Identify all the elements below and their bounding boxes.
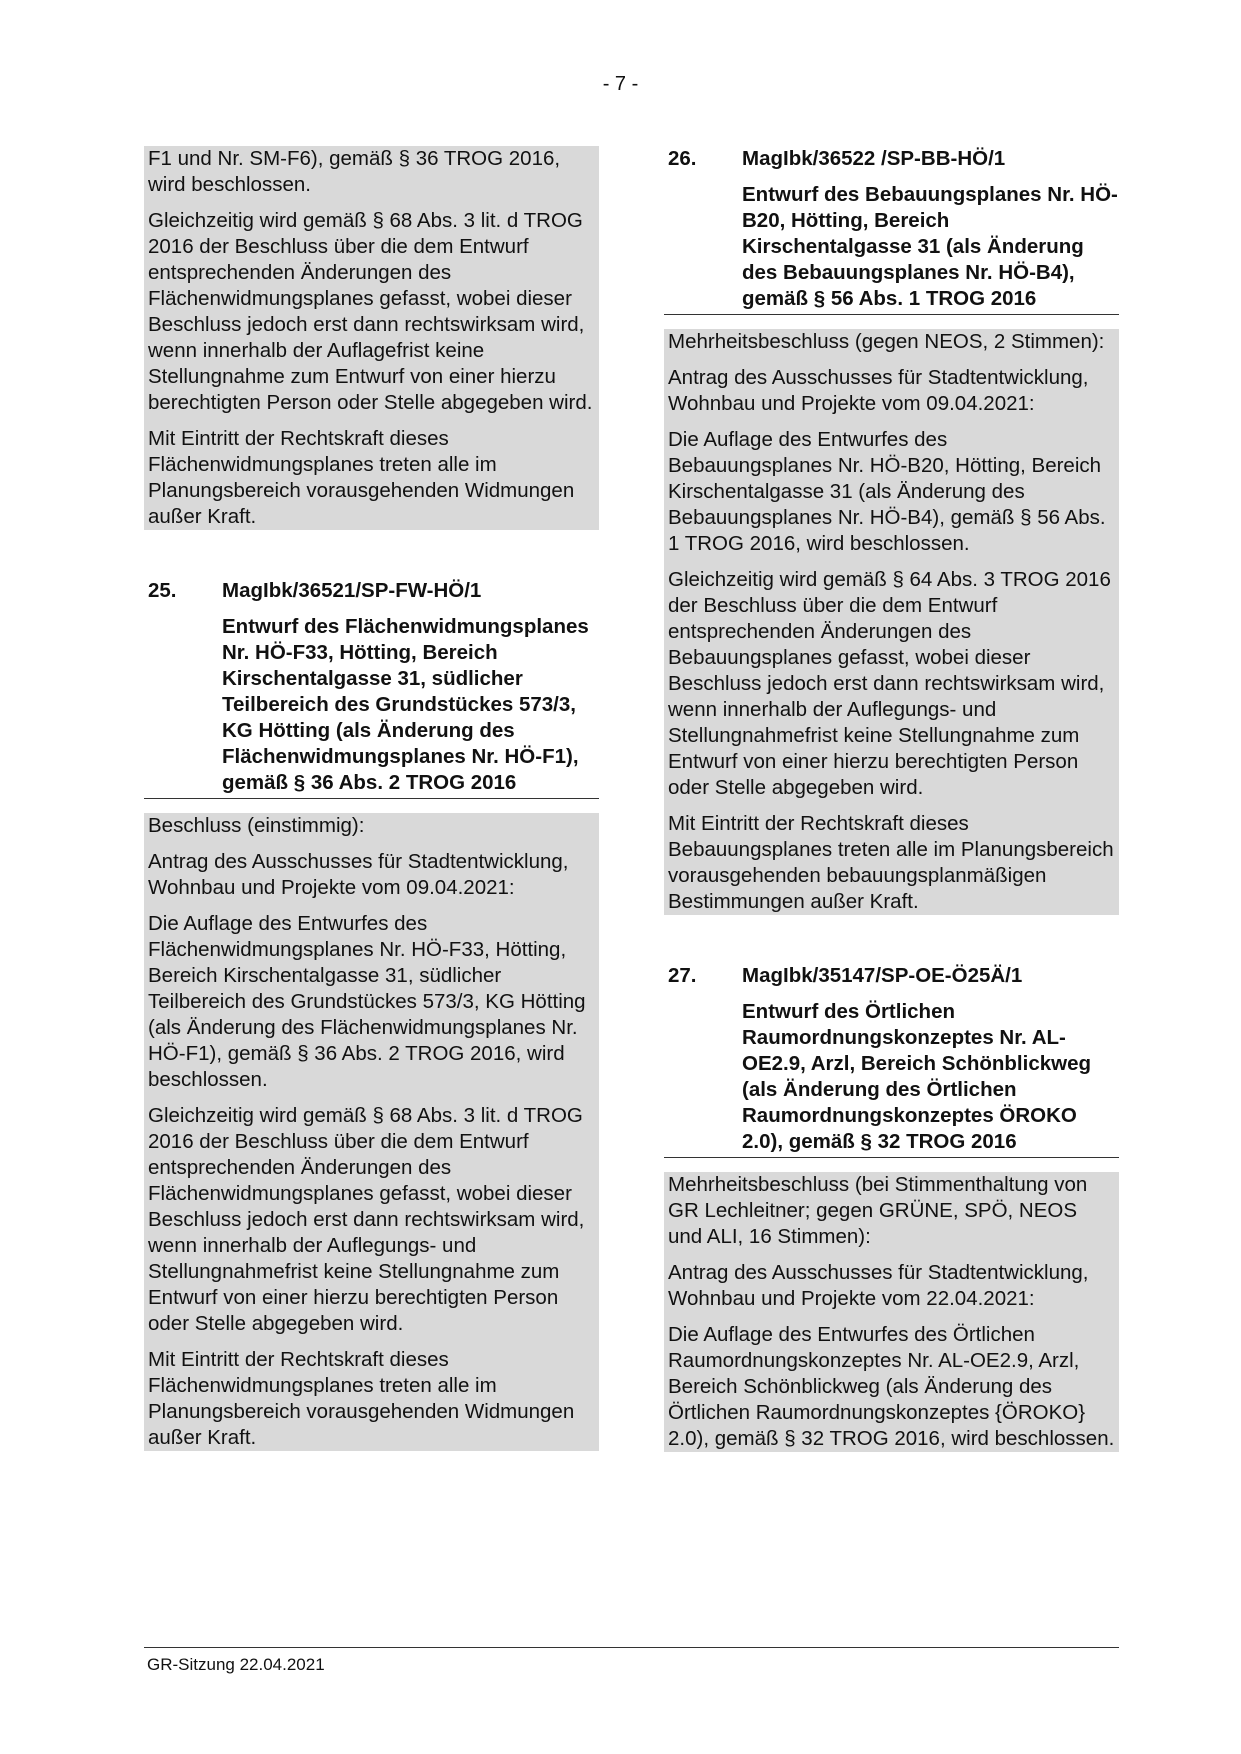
item-heading [144, 578, 599, 604]
left-column [144, 146, 599, 1451]
paragraph: Antrag des Ausschusses für Stadtentwicklung, Wohnbau und Projekte vom 09.04.2021: [148, 850, 569, 899]
divider [664, 314, 1119, 315]
item-title: Entwurf des Flächenwidmungsplanes Nr. HÖ-F33, Hötting, Bereich Kirschentalgasse 31, südlicher Teilbereich des Grundstückes 573/3, KG Hötting (als Änderung des Flächenwidmungsplanes Nr. HÖ-F1), gemäß § 36 Abs. 2 TROG 2016 [222, 615, 589, 794]
continuation-block [144, 146, 599, 530]
resolution-block [664, 1172, 1119, 1452]
resolution-block [144, 813, 599, 1451]
footer-divider [144, 1647, 1119, 1648]
divider [664, 1157, 1119, 1158]
paragraph: Mit Eintritt der Rechtskraft dieses Flächenwidmungsplanes treten alle im Planungsbereich vorausgehenden Widmungen außer Kraft. [148, 1348, 575, 1449]
resolution-block [664, 329, 1119, 915]
paragraph: Mehrheitsbeschluss (gegen NEOS, 2 Stimmen): [668, 330, 1105, 353]
paragraph: Mit Eintritt der Rechtskraft dieses Bebauungsplanes treten alle im Planungsbereich vorausgehenden bebauungsplanmäßigen Bestimmungen außer Kraft. [668, 812, 1114, 913]
right-column [664, 146, 1119, 1452]
paragraph: Gleichzeitig wird gemäß § 68 Abs. 3 lit. d TROG 2016 der Beschluss über die dem Entwurf entsprechenden Änderungen des Flächenwidmungsplanes gefasst, wobei dieser Beschluss jedoch erst dann rechtswirksam wird, wenn innerhalb der Auflagefrist keine Stellungnahme zum Entwurf von einer hierzu berechtigten Person oder Stelle abgegeben wird. [148, 209, 593, 414]
paragraph: Gleichzeitig wird gemäß § 64 Abs. 3 TROG 2016 der Beschluss über die dem Entwurf entsprechenden Änderungen des Bebauungsplanes gefasst, wobei dieser Beschluss jedoch erst dann rechtswirksam wird, wenn innerhalb der Auflegungs- und Stellungnahmefrist keine Stellungnahme zum Entwurf von einer hierzu berechtigten Person oder Stelle abgegeben wird. [668, 568, 1111, 799]
item-heading [664, 963, 1119, 989]
paragraph: Antrag des Ausschusses für Stadtentwicklung, Wohnbau und Projekte vom 09.04.2021: [668, 366, 1089, 415]
item-number: 26. [668, 147, 697, 170]
item-code: MagIbk/35147/SP-OE-Ö25Ä/1 [742, 964, 1023, 987]
agenda-item-27 [664, 963, 1119, 1452]
item-heading [664, 146, 1119, 172]
paragraph: Die Auflage des Entwurfes des Bebauungsplanes Nr. HÖ-B20, Hötting, Bereich Kirschentalgasse 31 (als Änderung des Bebauungsplanes Nr. HÖ-B4), gemäß § 56 Abs. 1 TROG 2016, wird beschlossen. [668, 428, 1106, 555]
item-number: 27. [668, 964, 697, 987]
agenda-item-26 [664, 146, 1119, 915]
footer: GR-Sitzung 22.04.2021 [147, 1655, 325, 1674]
paragraph: Mit Eintritt der Rechtskraft dieses Flächenwidmungsplanes treten alle im Planungsbereich vorausgehenden Widmungen außer Kraft. [148, 427, 575, 528]
item-title: Entwurf des Örtlichen Raumordnungskonzeptes Nr. AL-OE2.9, Arzl, Bereich Schönblickweg (als Änderung des Örtlichen Raumordnungskonzeptes ÖROKO 2.0), gemäß § 32 TROG 2016 [742, 1000, 1091, 1153]
paragraph: Die Auflage des Entwurfes des Flächenwidmungsplanes Nr. HÖ-F33, Hötting, Bereich Kirschentalgasse 31, südlicher Teilbereich des Grundstückes 573/3, KG Hötting (als Änderung des Flächenwidmungsplanes Nr. HÖ-F1), gemäß § 36 Abs. 2 TROG 2016, wird beschlossen. [148, 912, 586, 1091]
item-title: Entwurf des Bebauungsplanes Nr. HÖ-B20, Hötting, Bereich Kirschentalgasse 31 (als Änderung des Bebauungsplanes Nr. HÖ-B4), gemäß § 56 Abs. 1 TROG 2016 [742, 183, 1118, 310]
paragraph: Mehrheitsbeschluss (bei Stimmenthaltung von GR Lechleitner; gegen GRÜNE, SPÖ, NEOS und ALI, 16 Stimmen): [668, 1173, 1088, 1248]
paragraph: F1 und Nr. SM-F6), gemäß § 36 TROG 2016, wird beschlossen. [148, 147, 561, 196]
agenda-item-25 [144, 578, 599, 1451]
paragraph: Gleichzeitig wird gemäß § 68 Abs. 3 lit. d TROG 2016 der Beschluss über die dem Entwurf entsprechenden Änderungen des Flächenwidmungsplanes gefasst, wobei dieser Beschluss jedoch erst dann rechtswirksam wird, wenn innerhalb der Auflegungs- und Stellungnahmefrist keine Stellungnahme zum Entwurf von einer hierzu berechtigten Person oder Stelle abgegeben wird. [148, 1104, 585, 1335]
paragraph: Beschluss (einstimmig): [148, 814, 365, 837]
item-code: MagIbk/36521/SP-FW-HÖ/1 [222, 579, 482, 602]
item-code: MagIbk/36522 /SP-BB-HÖ/1 [742, 147, 1006, 170]
paragraph: Die Auflage des Entwurfes des Örtlichen Raumordnungskonzeptes Nr. AL-OE2.9, Arzl, Bereich Schönblickweg (als Änderung des Örtlichen Raumordnungskonzeptes {ÖROKO} 2.0), gemäß § 32 TROG 2016, wird beschlossen. [668, 1323, 1115, 1450]
paragraph: Antrag des Ausschusses für Stadtentwicklung, Wohnbau und Projekte vom 22.04.2021: [668, 1261, 1089, 1310]
divider [144, 798, 599, 799]
item-number: 25. [148, 579, 177, 602]
page-number: - 7 - [602, 73, 639, 95]
